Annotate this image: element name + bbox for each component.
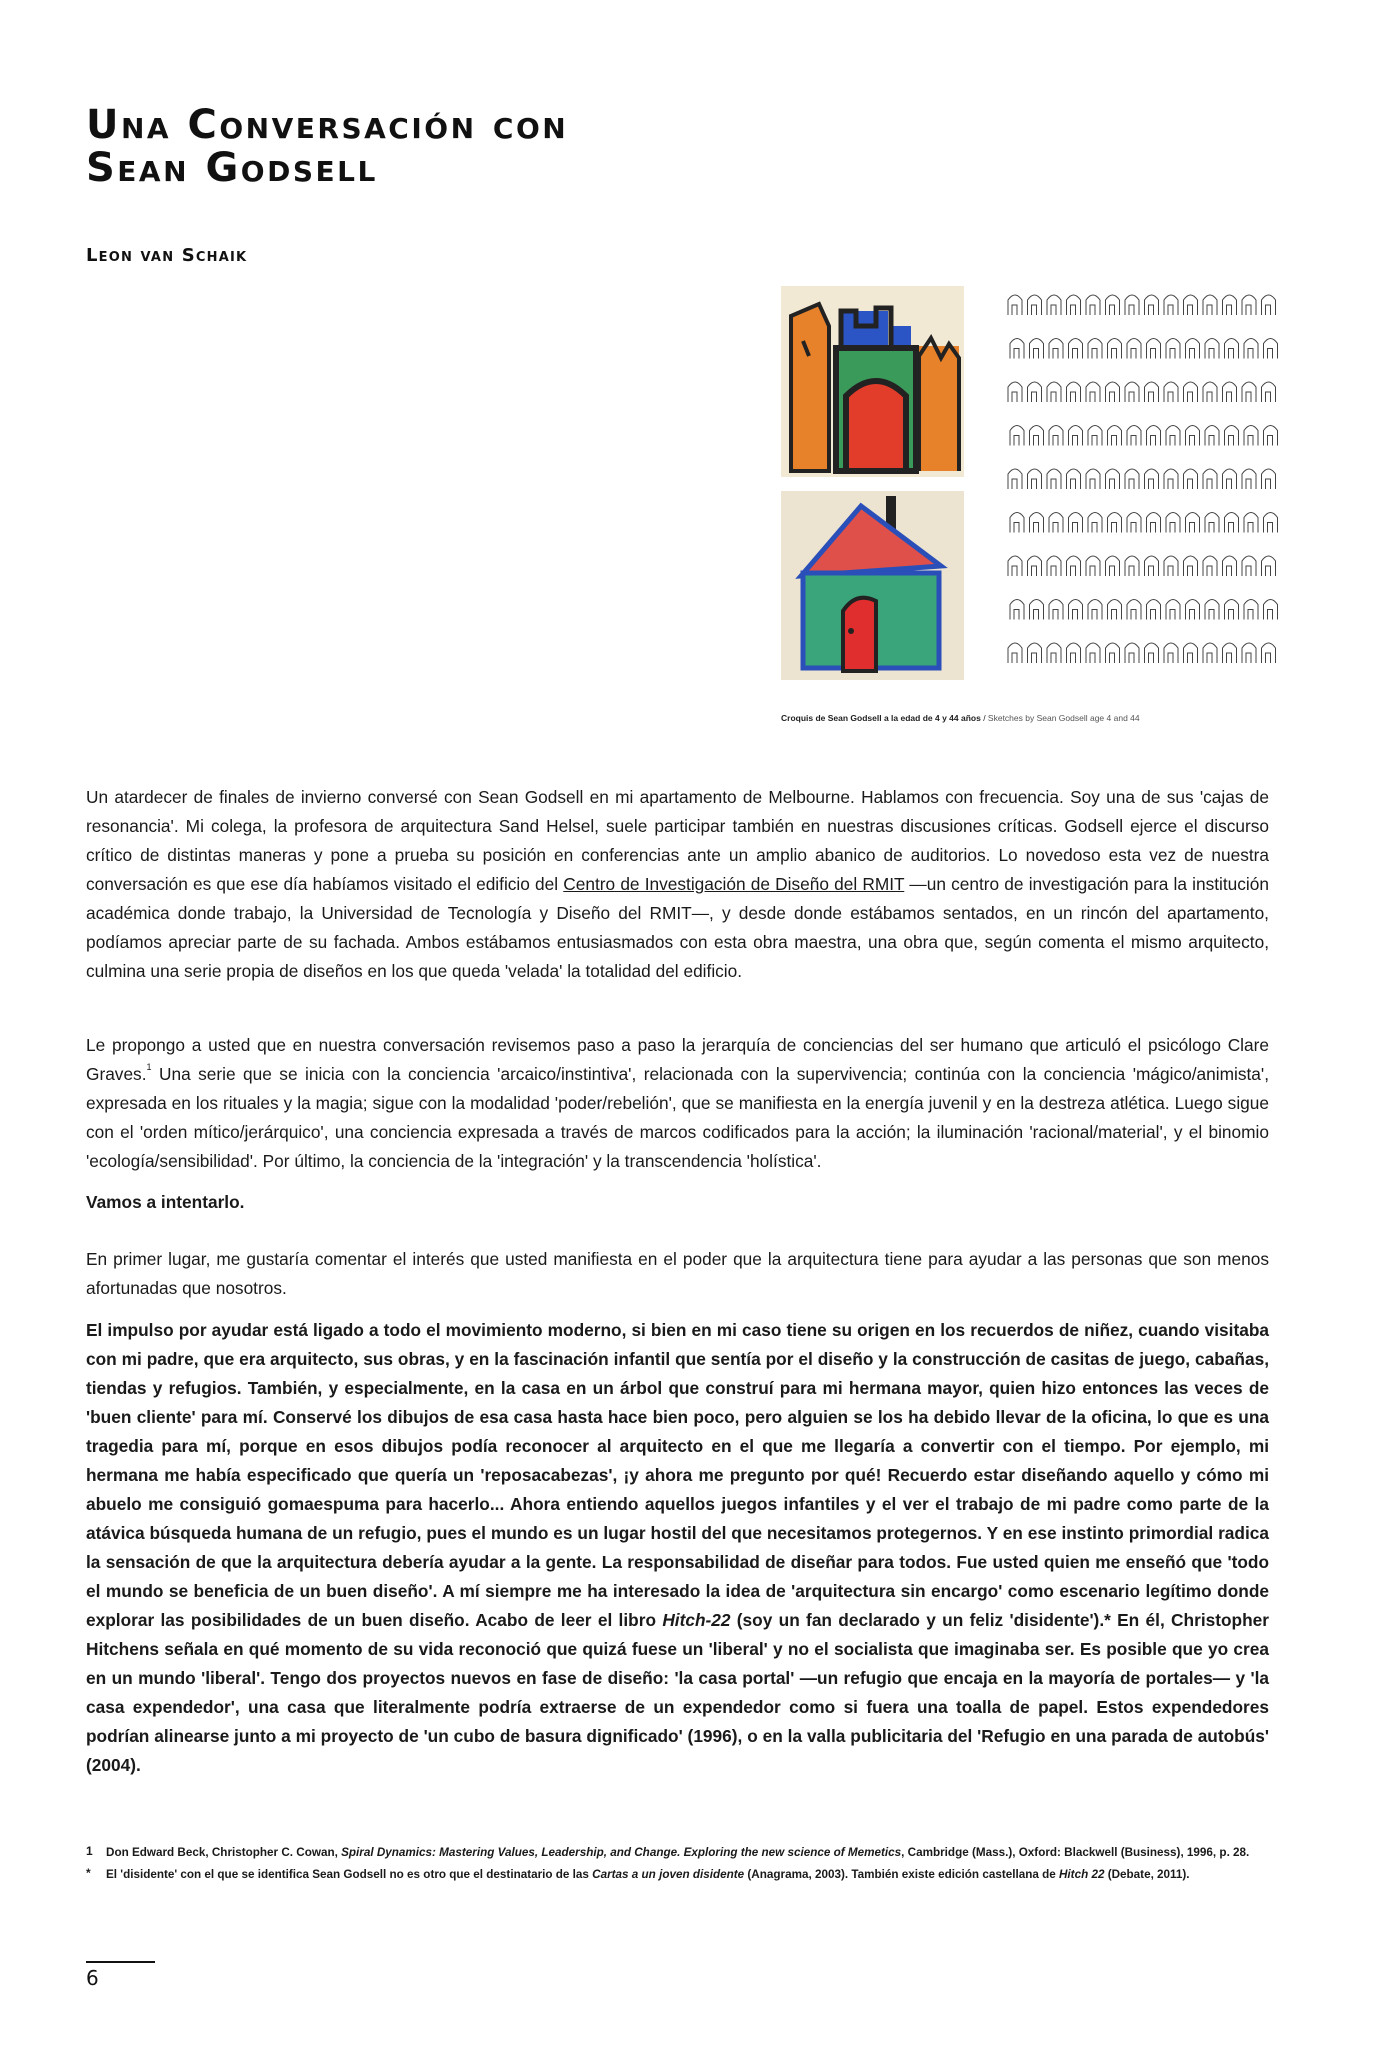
sketch-house-outline xyxy=(1186,339,1200,359)
sketch-house-outline xyxy=(1262,469,1276,489)
sketch-house-outline xyxy=(1067,556,1081,576)
sketch-house-outline xyxy=(1127,600,1141,620)
sketch-house-outline xyxy=(1049,513,1063,533)
sketch-house-outline xyxy=(1086,643,1100,663)
sketch-house-outline xyxy=(1205,600,1219,620)
sketch-house-outline xyxy=(1203,556,1217,576)
sketch-house-outline xyxy=(1164,295,1178,315)
footnote-2-book-title-1: Cartas a un joven disidente xyxy=(592,1868,745,1881)
sketch-house-outline xyxy=(1108,339,1122,359)
footnote-2-book-title-2: Hitch 22 xyxy=(1058,1868,1105,1881)
sketch-house-outline xyxy=(1106,295,1120,315)
paragraph-1-text-b: —un centro de investigación para la institución académica donde trabajo, la Universidad de Tecnología y Diseño del RMIT—, y desde donde estábamos sentados, en un rincón del apartamento, podíamos apreciar parte de su fachada. Ambos estábamos entusiasmados con esta obra maestra, una obra que, según comenta el mismo arquitecto, culmina una serie propia de diseños en los que queda 'velada' la totalidad del edificio. xyxy=(86,874,1269,981)
page-number-rule xyxy=(86,1961,155,1963)
rmit-centre-link[interactable]: Centro de Investigación de Diseño del RMIT xyxy=(563,874,905,894)
footnote-2-mark: * xyxy=(86,1866,91,1880)
sketch-house-outline xyxy=(1067,643,1081,663)
sketch-house-outline xyxy=(1028,556,1042,576)
sketch-house-outline xyxy=(1262,382,1276,402)
sketch-house-outline xyxy=(1184,382,1198,402)
sketch-house-outline xyxy=(1127,513,1141,533)
title-line-1: Una Conversación con xyxy=(86,102,569,148)
sketch-house-outline xyxy=(1242,382,1256,402)
sketch-house-outline xyxy=(1205,339,1219,359)
sketch-house-outline xyxy=(1008,382,1022,402)
sketch-house-outline xyxy=(1106,469,1120,489)
sketch-house-outline xyxy=(1262,556,1276,576)
sketch-house-outline xyxy=(1166,426,1180,446)
paragraph-question-power xyxy=(86,1245,1269,1303)
sketch-house-outline xyxy=(1069,426,1083,446)
footnote-2 xyxy=(86,1865,1269,1885)
sketch-house-outline xyxy=(1127,426,1141,446)
sketch-house-outline xyxy=(1088,339,1102,359)
sketch-house-outline xyxy=(1008,556,1022,576)
sketch-house-outline xyxy=(1010,600,1024,620)
sketch-house-outline xyxy=(1145,469,1159,489)
sketch-house-outline xyxy=(1203,469,1217,489)
sketch-house-outline xyxy=(1008,469,1022,489)
sketch-house-outline xyxy=(1164,643,1178,663)
caption-separator: / xyxy=(980,713,988,723)
sketch-house-outline xyxy=(1125,295,1139,315)
sketch-house-outline xyxy=(1242,643,1256,663)
sketch-house-outline xyxy=(1145,556,1159,576)
sketch-house-outline xyxy=(1264,600,1278,620)
sketch-house-outline xyxy=(1184,469,1198,489)
sketch-house-outline xyxy=(1164,469,1178,489)
paragraph-answer-short xyxy=(86,1188,1269,1217)
paragraph-2-text-a: Le propongo a usted que en nuestra conversación revisemos paso a paso la jerarquía de conciencias del ser humano que articuló el psicólogo Clare Graves. xyxy=(86,1035,1269,1084)
sketch-house-outline xyxy=(1203,382,1217,402)
sketch-house-outline xyxy=(1047,295,1061,315)
sketch-house-outline xyxy=(1225,339,1239,359)
sketch-house-outline xyxy=(1067,382,1081,402)
paragraph-question-graves xyxy=(86,1031,1269,1176)
footnote-2-text-c: (Debate, 2011). xyxy=(1104,1868,1190,1881)
sketch-house-outline xyxy=(1223,382,1237,402)
sketch-house-outline xyxy=(1049,600,1063,620)
sketch-house-outline xyxy=(1086,295,1100,315)
sketch-house-outline xyxy=(1108,513,1122,533)
paragraph-answer-long xyxy=(86,1316,1269,1780)
page-number: 6 xyxy=(86,1966,99,1990)
paragraph-3-text: Vamos a intentarlo. xyxy=(86,1192,245,1212)
sketch-house-outline xyxy=(1186,513,1200,533)
sketch-house-outline xyxy=(1145,382,1159,402)
sketch-house-outline xyxy=(1205,513,1219,533)
sketch-house-outline xyxy=(1164,382,1178,402)
sketch-house-outline xyxy=(1242,295,1256,315)
footnote-1-text-b: , Cambridge (Mass.), Oxford: Blackwell (Business), 1996, p. 28. xyxy=(901,1846,1250,1859)
sketch-house-outline xyxy=(1186,600,1200,620)
sketch-house-outline xyxy=(1067,469,1081,489)
sketch-house-outline xyxy=(1242,556,1256,576)
sketch-house-outline xyxy=(1262,643,1276,663)
sketch-house-outline xyxy=(1264,426,1278,446)
title-line-2: Sean Godsell xyxy=(86,145,378,191)
sketch-house-outline xyxy=(1244,426,1258,446)
sketch-house-outline xyxy=(1164,556,1178,576)
sketch-house-outline xyxy=(1028,295,1042,315)
sketch-house-outline xyxy=(1047,643,1061,663)
sketch-house-outline xyxy=(1184,295,1198,315)
sketch-house-outline xyxy=(1010,339,1024,359)
sketch-house-outline xyxy=(1030,339,1044,359)
sketch-house-outline xyxy=(1030,426,1044,446)
sketch-house-outline xyxy=(1108,426,1122,446)
sketch-house-outline xyxy=(1223,295,1237,315)
sketch-house-outline xyxy=(1147,339,1161,359)
sketch-house-outline xyxy=(1244,339,1258,359)
sketch-house-outline xyxy=(1264,513,1278,533)
sketch-house-outline xyxy=(1106,643,1120,663)
sketch-house-outline xyxy=(1047,382,1061,402)
sketch-house-outline xyxy=(1223,556,1237,576)
sketch-house-outline xyxy=(1223,469,1237,489)
sketch-house-outline xyxy=(1049,426,1063,446)
paragraph-2-text-b: Una serie que se inicia con la conciencia 'arcaico/instintiva', relacionada con la supervivencia; continúa con la conciencia 'mágico/animista', expresada en los rituales y la magia; sigue con la modalidad 'poder/rebelión', que se manifiesta en la energía juvenil y en la destreza atlética. Luego sigue con el 'orden mítico/jerárquico', una conciencia expresada a través de marcos codificados para la acción; la iluminación 'racional/material', y el binomio 'ecología/sensibilidad'. Por último, la conciencia de la 'integración' y la transcendencia 'holística'. xyxy=(86,1064,1269,1171)
sketch-house-outline xyxy=(1067,295,1081,315)
sketch-house-outline xyxy=(1145,295,1159,315)
sketch-house-outline xyxy=(1186,426,1200,446)
footnotes xyxy=(86,1843,1269,1887)
sketch-house-outline xyxy=(1203,295,1217,315)
footnote-1-mark: 1 xyxy=(86,1844,93,1858)
footnote-ref-1[interactable]: 1 xyxy=(146,1062,152,1072)
sketch-house-outline xyxy=(1147,600,1161,620)
paragraph-1-text-a: Un atardecer de finales de invierno conversé con Sean Godsell en mi apartamento de Melbourne. Hablamos con frecuencia. Soy una de sus 'cajas de resonancia'. Mi colega, la profesora de arquitectura Sand Helsel, suele participar también en nuestras discusiones críticas. Godsell ejerce el discurso crítico de distintas maneras y pone a prueba su posición en conferencias ante un amplio abanico de auditorios. Lo novedoso esta vez de nuestra conversación es que ese día habíamos visitado el edificio del xyxy=(86,787,1269,894)
sketch-house-outline xyxy=(1225,426,1239,446)
sketch-house-outline xyxy=(1030,513,1044,533)
footnote-1-book-title: Spiral Dynamics: Mastering Values, Leadership, and Change. Exploring the new science of Memetics xyxy=(341,1846,902,1859)
sketch-house-outline xyxy=(1028,643,1042,663)
sketch-house-outline xyxy=(1242,469,1256,489)
sketch-house-outline xyxy=(1166,339,1180,359)
sketch-house-outline xyxy=(1166,600,1180,620)
sketch-house-outline xyxy=(1184,556,1198,576)
sketch-house-outline xyxy=(1088,513,1102,533)
sketch-house-outline xyxy=(1205,426,1219,446)
sketch-house-outline xyxy=(1010,513,1024,533)
sketch-house-outline xyxy=(1125,556,1139,576)
sketch-house-outline xyxy=(1069,339,1083,359)
sketch-house-outline xyxy=(1030,600,1044,620)
paragraph-5-text-b: (soy un fan declarado y un feliz 'disidente').* En él, Christopher Hitchens señala en qué momento de su vida reconoció que quizá fuese un 'liberal' y no el socialista que imaginaba ser. Es posible que yo crea en un mundo 'liberal'. Tengo dos proyectos nuevos en fase de diseño: 'la casa portal' —un refugio que encaja en la mayoría de portales— y 'la casa expendedor', una casa que literalmente podría extraerse de un expendedor como si fuera una toalla de papel. Estos expendedores podrían alinearse junto a mi proyecto de 'un cubo de basura dignificado' (1996), o en la valla publicitaria del 'Refugio en una parada de autobús' (2004). xyxy=(86,1610,1269,1775)
sketch-house-outline xyxy=(1184,643,1198,663)
sketch-house-outline xyxy=(1264,339,1278,359)
footnote-2-text-b: (Anagrama, 2003). También existe edición castellana de xyxy=(744,1868,1059,1881)
sketch-house-outline xyxy=(1125,469,1139,489)
sketch-house-outline xyxy=(1008,295,1022,315)
paragraph-intro xyxy=(86,783,1269,986)
sketch-house-outline xyxy=(1223,643,1237,663)
paragraph-4-text: En primer lugar, me gustaría comentar el interés que usted manifiesta en el poder que la arquitectura tiene para ayudar a las personas que son menos afortunadas que nosotros. xyxy=(86,1249,1269,1298)
sketch-house-outline xyxy=(1127,339,1141,359)
sketch-house-outline xyxy=(1088,600,1102,620)
sketch-house-outline xyxy=(1225,600,1239,620)
child-drawing-house-image xyxy=(781,491,964,680)
sketch-house-outline xyxy=(1086,556,1100,576)
sketch-house-outline xyxy=(1049,339,1063,359)
figure-caption xyxy=(781,713,1280,723)
footnote-1-text-a: Don Edward Beck, Christopher C. Cowan, xyxy=(106,1846,342,1859)
adult-sketch-houses-image xyxy=(1005,283,1280,683)
sketch-house-outline xyxy=(1147,513,1161,533)
sketch-house-outline xyxy=(1047,469,1061,489)
caption-english: Sketches by Sean Godsell age 4 and 44 xyxy=(987,713,1140,723)
article-title xyxy=(86,104,786,190)
sketch-house-outline xyxy=(1010,426,1024,446)
sketch-house-outline xyxy=(1166,513,1180,533)
paragraph-5-text-a: El impulso por ayudar está ligado a todo el movimiento moderno, si bien en mi caso tiene su origen en los recuerdos de niñez, cuando visitaba con mi padre, que era arquitecto, sus obras, y en la fascinación infantil que sentía por el diseño y la construcción de casitas de juego, cabañas, tiendas y refugios. También, y especialmente, en la casa en un árbol que construí para mi hermana mayor, quien hizo entonces las veces de 'buen cliente' para mí. Conservé los dibujos de esa casa hasta hace bien poco, pero alguien se los ha debido llevar de la oficina, lo que es una tragedia para mí, porque en esos dibujos podía reconocer al arquitecto en el que me llegaría a convertir con el tiempo. Por ejemplo, mi hermana me había especificado que quería un 'reposacabezas', ¡y ahora me pregunto por qué! Recuerdo estar diseñando aquello y cómo mi abuelo me consiguió gomaespuma para hacerlo... Ahora entiendo aquellos juegos infantiles y el ver el trabajo de mi padre como parte de la atávica búsqueda humana de un refugio, pues el mundo es un lugar hostil del que necesitamos protegernos. Y en ese instinto primordial radica la sensación de que la arquitectura debería ayudar a la gente. La responsabilidad de diseñar para todos. Fue usted quien me enseñó que 'todo el mundo se beneficia de un buen diseño'. A mí siempre me ha interesado la idea de 'arquitectura sin encargo' como escenario legítimo donde explorar las posibilidades de un buen diseño. Acabo de leer el libro xyxy=(86,1320,1269,1630)
sketch-house-outline xyxy=(1106,382,1120,402)
sketch-house-outline xyxy=(1106,556,1120,576)
sketch-house-outline xyxy=(1028,469,1042,489)
sketch-house-outline xyxy=(1145,643,1159,663)
footnote-1 xyxy=(86,1843,1269,1863)
sketch-house-outline xyxy=(1069,600,1083,620)
sketch-house-outline xyxy=(1244,600,1258,620)
sketch-house-outline xyxy=(1047,556,1061,576)
sketch-house-outline xyxy=(1086,469,1100,489)
sketch-house-outline xyxy=(1244,513,1258,533)
child-drawing-castle-image xyxy=(781,286,964,477)
caption-spanish: Croquis de Sean Godsell a la edad de 4 y 44 años xyxy=(781,713,981,723)
sketch-house-outline xyxy=(1225,513,1239,533)
footnote-2-text-a: El 'disidente' con el que se identifica Sean Godsell no es otro que el destinatario de las xyxy=(106,1868,593,1881)
sketch-house-outline xyxy=(1008,643,1022,663)
sketch-house-outline xyxy=(1069,513,1083,533)
sketch-house-outline xyxy=(1262,295,1276,315)
sketch-house-outline xyxy=(1088,426,1102,446)
sketch-house-outline xyxy=(1203,643,1217,663)
sketch-house-outline xyxy=(1028,382,1042,402)
sketch-house-outline xyxy=(1125,382,1139,402)
book-title-hitch22: Hitch-22 xyxy=(662,1610,731,1630)
sketch-house-outline xyxy=(1125,643,1139,663)
sketch-house-outline xyxy=(1086,382,1100,402)
author-name: Leon van Schaik xyxy=(86,245,248,266)
sketch-house-outline xyxy=(1108,600,1122,620)
sketch-house-outline xyxy=(1147,426,1161,446)
